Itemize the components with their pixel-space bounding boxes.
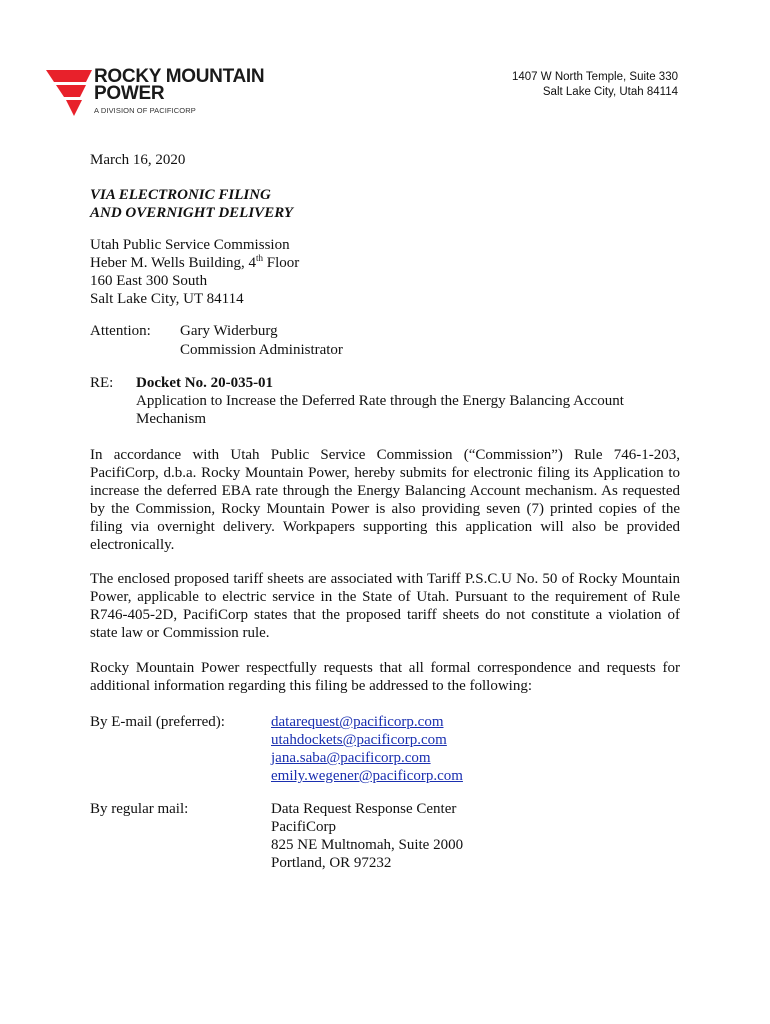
body-paragraph-1: In accordance with Utah Public Service Commission (“Commission”) Rule 746-1-203, PacifiCorp, d.b.a. Rocky Mountain Power, hereby submits for electronic filing its Application to increase the deferred EBA rate through the Energy Balancing Account mechanism. As requested by the Commission, Rocky Mountain Power is also providing seven (7) printed copies of the filing via overnight delivery. Workpapers supporting this application will also be provided electronically. [90, 447, 680, 553]
logo-company-line2: POWER [94, 83, 165, 104]
mail-address [271, 800, 463, 872]
attention-title: Commission Administrator [180, 342, 343, 358]
recipient-line2-floor: Floor [263, 255, 300, 271]
recipient-line2-text: Heber M. Wells Building, 4 [90, 255, 257, 271]
logo-company-line1: ROCKY MOUNTAIN [94, 66, 265, 87]
docket-number: Docket No. 20-035-01 [136, 375, 274, 391]
attention-name: Gary Widerburg [180, 323, 278, 339]
mail-line2: PacifiCorp [271, 819, 336, 835]
recipient-line4: Salt Lake City, UT 84114 [90, 291, 244, 307]
recipient-line3: 160 East 300 South [90, 273, 208, 289]
email-link-datarequest[interactable]: datarequest@pacificorp.com [271, 714, 444, 730]
body-paragraph-3: Rocky Mountain Power respectfully requests that all formal correspondence and requests for additional information regarding this filing be addressed to the following: [90, 660, 680, 694]
company-logo [46, 66, 296, 122]
email-link-jana-saba[interactable]: jana.saba@pacificorp.com [271, 750, 431, 766]
body-paragraph-2: The enclosed proposed tariff sheets are associated with Tariff P.S.C.U No. 50 of Rocky Mountain Power, applicable to electric service in the State of Utah. Pursuant to the requirement of Rule R746-405-2D, PacifiCorp states that the proposed tariff sheets do not constitute a violation of state law or Commission rule. [90, 571, 680, 641]
re-subject-line1: Application to Increase the Deferred Rate through the Energy Balancing Account [136, 393, 624, 409]
recipient-line2 [90, 254, 299, 272]
address-line2: Salt Lake City, Utah 84114 [542, 86, 678, 98]
delivery-line2: AND OVERNIGHT DELIVERY [90, 205, 294, 221]
delivery-line1: VIA ELECTRONIC FILING [90, 187, 271, 203]
re-label: RE: [90, 375, 114, 391]
email-label: By E-mail (preferred): [90, 714, 225, 730]
mail-line1: Data Request Response Center [271, 801, 457, 817]
address-line1: 1407 W North Temple, Suite 330 [512, 71, 678, 83]
logo-division: A DIVISION OF PACIFICORP [94, 106, 196, 115]
email-link-emily-wegener[interactable]: emily.wegener@pacificorp.com [271, 768, 463, 784]
mail-line3: 825 NE Multnomah, Suite 2000 [271, 837, 464, 853]
letter-date: March 16, 2020 [90, 152, 186, 168]
recipient-address [90, 236, 299, 308]
email-link-utahdockets[interactable]: utahdockets@pacificorp.com [271, 732, 447, 748]
mail-label: By regular mail: [90, 801, 189, 817]
attention-label: Attention: [90, 323, 151, 339]
letterhead-address [512, 70, 678, 100]
re-subject-line2: Mechanism [136, 411, 206, 427]
rocky-mountain-power-logo-mark [46, 68, 92, 116]
mail-line4: Portland, OR 97232 [271, 855, 392, 871]
recipient-line2-sup: th [256, 253, 264, 263]
recipient-line1: Utah Public Service Commission [90, 237, 290, 253]
email-list [271, 713, 463, 785]
